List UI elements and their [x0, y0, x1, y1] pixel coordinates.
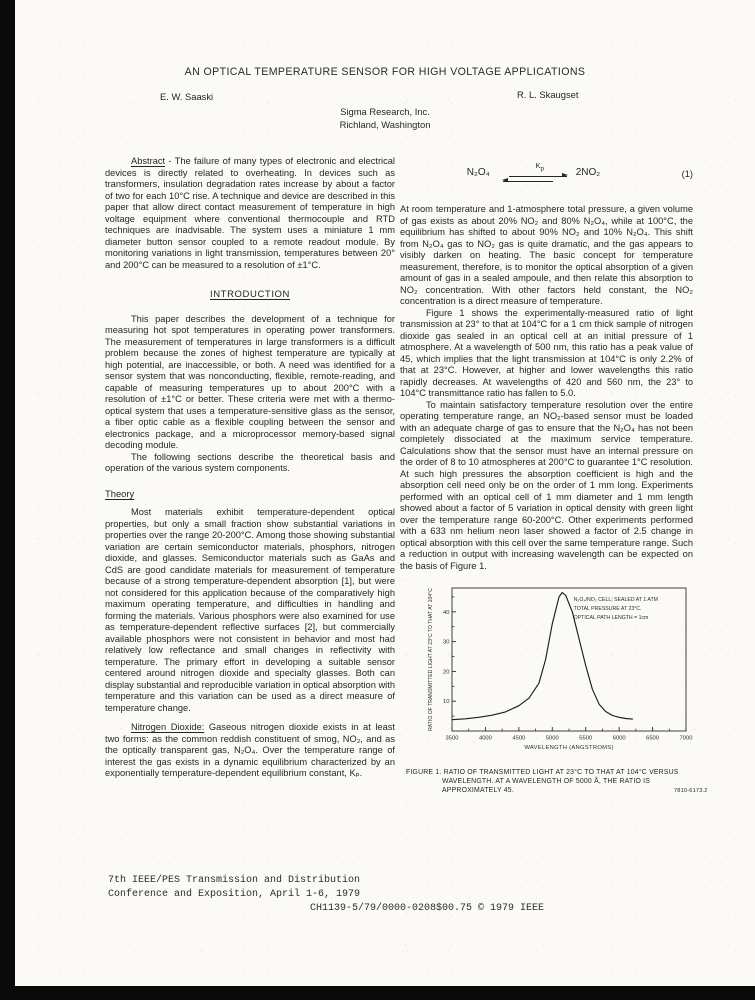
introduction-paragraph-1: This paper describes the development of a technique for measuring hot spot temperatures in operating power transformers. The measurement of temperatures in large transformers is a difficult problem because the zones of highest temperature are typically at high potential, are inaccessible, or both. A need was identified for a sensor system that was nonconducting, flexible, remote-reading, and capable of measuring temperatures up to about 200°C with a resolution of ±1°C or better. These criteria were met with a thermo-optical system that uses a temperature-sensitive glass as the sensor, a fiber optic cable as a flexible coupling between the sensor and electronics package, and a microprocessor memory-based signal decoding module.	[105, 313, 395, 450]
y-tick-label: 30	[443, 639, 450, 646]
spacer	[105, 714, 395, 722]
publication-code: CH1139-5/79/0000-0208$00.75 © 1979 IEEE	[310, 903, 545, 914]
nitrogen-dioxide-lead: Nitrogen Dioxide:	[131, 722, 205, 732]
y-tick-label: 20	[443, 669, 450, 676]
figure-annotation-line: TOTAL PRESSURE AT 23°C.	[573, 606, 642, 612]
forward-arrow-icon	[509, 176, 567, 177]
equation-body	[400, 162, 667, 184]
right-paragraph-2: Figure 1 shows the experimentally-measured ratio of light transmission at 23° to that at 104°C for a 1 cm thick sample of nitrogen dioxide gas sealed in an optical cell at an initial pressure of 1 atmosphere. At a wavelength of 500 nm, this ratio has a peak value of 45, which implies that the light transmission at 104°C is only 2.2% of that at 23°C. However, at higher and lower wavelengths this ratio rapidly decreases. At wavelengths of 420 and 560 nm, the 23° to 104°C transmittance ratio has fallen to 5.0.	[400, 307, 693, 398]
spacer	[105, 499, 395, 507]
figure-caption: FIGURE 1. RATIO OF TRANSMITTED LIGHT AT 23°C TO THAT AT 104°C VERSUS WAVELENGTH. AT A WAVELENGTH OF 5000 Å, THE RATIO IS APPROXIMATELY 45. 7810-6173.2	[406, 768, 708, 794]
x-tick-label: 6000	[612, 735, 626, 742]
abstract-lead: Abstract	[131, 156, 166, 166]
right-paragraph-1: At room temperature and 1-atmosphere total pressure, a given volume of gas exists as about 20% NO₂ and 80% N₂O₄, while at 100°C, the equilibrium has shifted to about 90% NO₂ and 10% N₂O₄. This shift from N₂O₄ gas to NO₂ gas is quite dramatic, and the gas appears to visibly darken on heating. The basic concept for temperature measurement, therefore, is to monitor the optical absorption of a given amount of gas in a sealed ampoule, and then relate this absorption to NO₂ concentration. With other factors held constant, the NO₂ concentration is a direct measure of temperature.	[400, 204, 693, 306]
equation-1	[400, 158, 693, 198]
x-tick-label: 3500	[445, 735, 459, 742]
y-tick-label: 40	[443, 609, 450, 616]
right-column	[400, 154, 708, 795]
introduction-paragraph-2: The following sections describe the theoretical basis and operation of the various system components.	[105, 451, 395, 473]
theory-paragraph: Most materials exhibit temperature-dependent optical properties, but only a small fraction show substantial variations in properties over the range 20-200°C. Among those showing substantial variation are certain semiconductor materials, phosphors, nitrogen dioxide, and glasses. Semiconductor materials such as GaAs and CdS are good candidate materials for measurement of temperature because of a strong temperature-dependent absorption [1], but were not considered for this application because of the comparatively high maximum operating temperature, and difficulties in handling and forming the materials. Various phosphors were also examined for use as temperature-dependent reflective surfaces [2], but commercially available phosphors were not consistent in behavior and most had relatively low reflectance and small changes in reflectivity with temperature. The primary effort in developing a suitable sensor centered around nitrogen dioxide and specialty glasses. Both can display substantial and reproducible variation in optical absorption with temperature and this variation can be used as a direct measure of temperature change.	[105, 507, 395, 713]
scan-edge-bottom	[0, 986, 755, 1000]
right-paragraph-3: To maintain satisfactory temperature resolution over the entire operating temperature range, an NO₂-based sensor must be loaded with an adequate charge of gas to ensure that the N₂O₄ has not been completely dissociated at the maximum service temperature. Calculations show that the sensor must have an internal pressure on the order of 8 to 10 atmospheres at 200°C to guarantee 1°C resolution. At such high pressures the absorption coefficient is high and the absorption cell need only be on the order of 1 mm long. Experiments performed with an optical cell of 1 mm diameter and 1 mm length showed about a factor of 5 variation in optical density with green light over the temperature range 60-200°C. Other experiments performed with a 633 nm helium neon laser showed a factor of 2.5 change in optical absorption with this cell over the same temperature range. Such a reduction in output with increasing wavelength can be expected on the basis of Figure 1.	[400, 399, 693, 571]
figure-chart-svg	[425, 581, 693, 761]
conference-footer-line-2: Conference and Exposition, April 1-6, 1979	[108, 889, 361, 900]
equation-product: 2NO₂	[575, 167, 601, 179]
left-column	[105, 156, 395, 780]
equilibrium-constant-label: $K_p$	[535, 161, 545, 173]
y-tick-label: 10	[443, 699, 450, 706]
x-tick-label: 5500	[579, 735, 593, 742]
abstract-text: - The failure of many types of electronic and electrical devices is directly related to overheating. In devices such as transformers, insulation degradation rates increase by about a factor of two for each 10°C rise. A technique and device are described in this paper that allow direct contact measurement of temperature in high voltage equipment where conventional thermocouple and RTD techniques are inadvisable. The system uses a miniature 1 mm diameter button sensor coupled to a remote readout module. By monitoring variations in light transmission, temperatures between 20° and 200°C can be measured to a resolution of ±1°C.	[105, 156, 395, 270]
abstract-paragraph	[105, 156, 395, 271]
figure-annotation-line: N₂O₄/NO₂ CELL; SEALED AT 1 ATM	[573, 597, 658, 603]
spacer	[105, 301, 395, 314]
figure-annotation-line: OPTICAL PATH LENGTH = 1cm	[573, 615, 649, 621]
spacer	[105, 271, 395, 289]
reverse-arrow-icon	[503, 181, 553, 182]
equation-reactant: N₂O₄	[466, 167, 490, 179]
nitrogen-dioxide-text: Gaseous nitrogen dioxide exists in at least two forms: as the common reddish constituent of smog, NO₂, and as the optically transparent gas, N₂O₄. Over the temperature range of interest the gas exists in a dynamic equilibrium characterized by an exponentially temperature-dependent equilibrium constant, Kₚ.	[105, 722, 395, 778]
affiliation-city: Richland, Washington	[339, 119, 431, 130]
figure-chart	[425, 581, 693, 765]
paper-title: AN OPTICAL TEMPERATURE SENSOR FOR HIGH VOLTAGE APPLICATIONS	[184, 66, 586, 78]
equation-number: (1)	[681, 169, 693, 179]
equilibrium-arrows	[499, 162, 567, 184]
conference-footer-line-1: 7th IEEE/PES Transmission and Distribution	[108, 875, 361, 886]
x-axis-label: WAVELENGTH (ANGSTROMS)	[524, 745, 614, 751]
x-tick-label: 6500	[646, 735, 660, 742]
spacer	[105, 475, 395, 488]
x-tick-label: 5000	[545, 735, 559, 742]
x-tick-label: 4000	[478, 735, 492, 742]
figure-caption-text: RATIO OF TRANSMITTED LIGHT AT 23°C TO THAT AT 104°C VERSUS WAVELENGTH. AT A WAVELENGTH OF 5000 Å, THE RATIO IS APPROXIMATELY 45.	[442, 768, 679, 794]
x-tick-label: 4500	[512, 735, 526, 742]
figure-1	[400, 581, 708, 795]
plot-frame	[452, 588, 686, 731]
theory-heading: Theory	[105, 487, 135, 499]
x-tick-label: 7000	[679, 735, 693, 742]
scan-edge-left	[0, 0, 15, 1000]
affiliation-org: Sigma Research, Inc.	[340, 106, 430, 117]
introduction-heading: INTRODUCTION	[209, 289, 291, 300]
paper-page	[15, 0, 755, 986]
figure-caption-label: FIGURE 1.	[406, 768, 442, 776]
nitrogen-dioxide-paragraph	[105, 722, 395, 780]
author-right: R. L. Skaugset	[517, 89, 579, 100]
y-axis-label: RATIO OF TRANSMITTED LIGHT AT 23°C TO THAT AT 104°C	[428, 588, 434, 731]
author-left: E. W. Saaski	[160, 91, 214, 102]
